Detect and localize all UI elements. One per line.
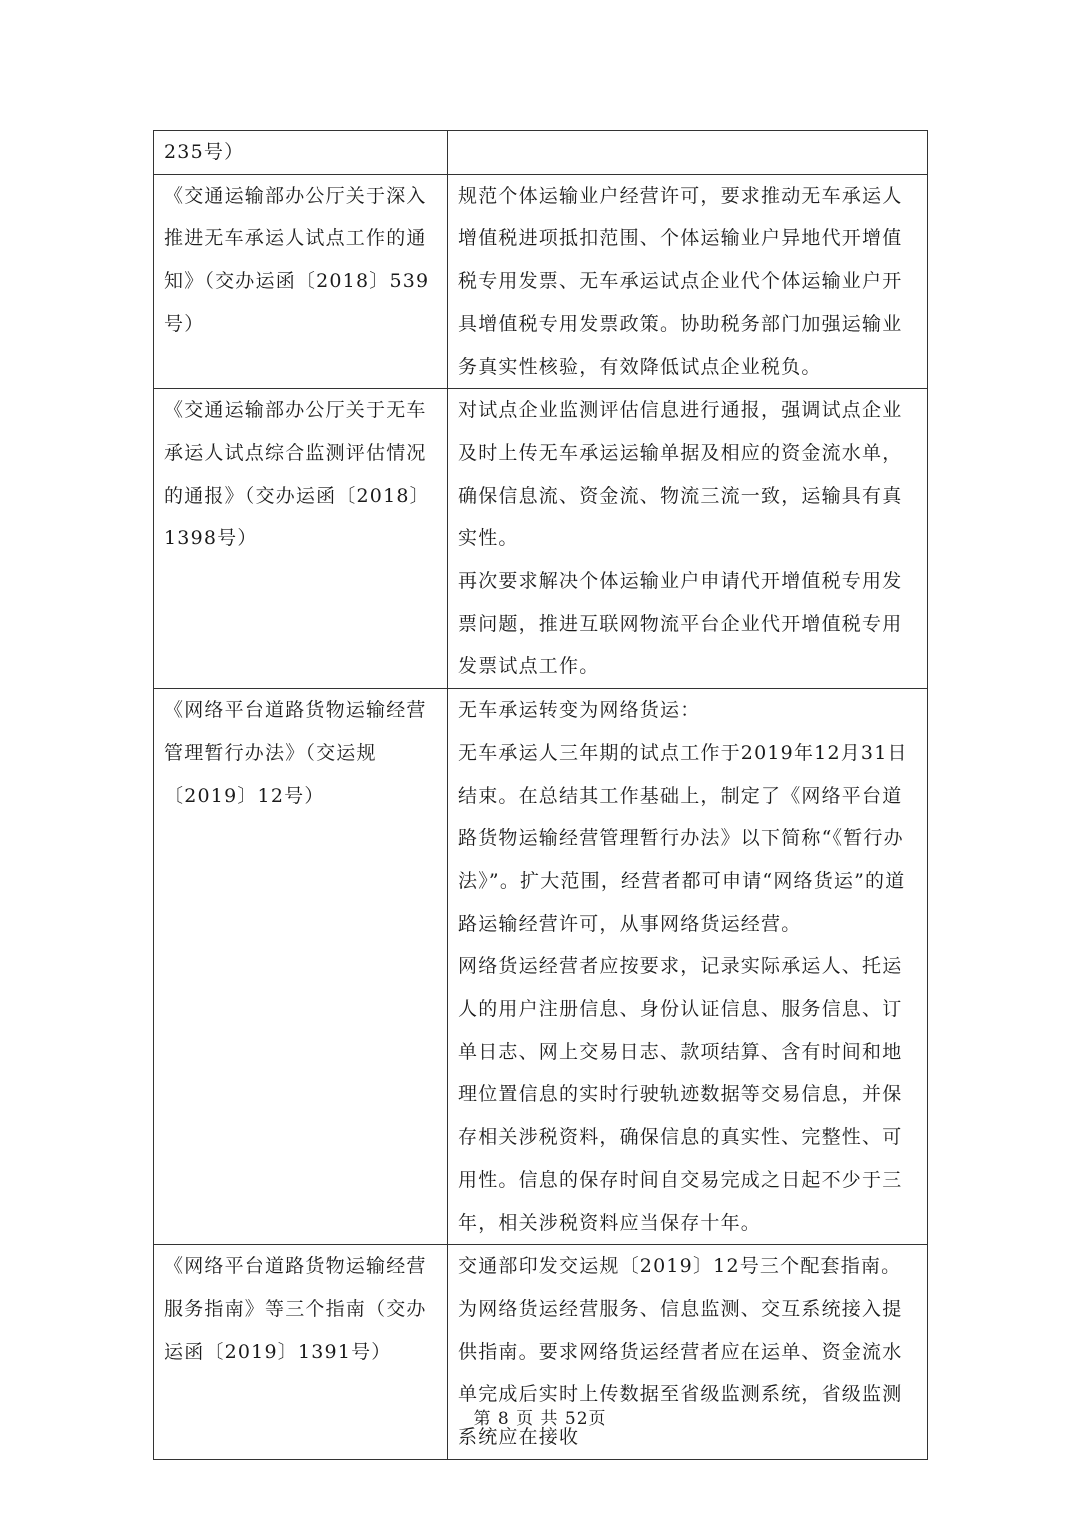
table-row: [154, 174, 928, 389]
document-title: 《网络平台道路货物运输经营服务指南》等三个指南（交办运函〔2019〕1391号）: [164, 1255, 427, 1363]
document-title-cell: [154, 131, 448, 175]
description-paragraph: 再次要求解决个体运输业户申请代开增值税专用发票问题，推进互联网物流平台企业代开增值税专用发票试点工作。: [458, 570, 903, 678]
document-title-cell: [154, 389, 448, 689]
policy-table: [153, 130, 928, 1460]
description-paragraph: 网络货运经营者应按要求，记录实际承运人、托运人的用户注册信息、身份认证信息、服务信息、订单日志、网上交易日志、款项结算、含有时间和地理位置信息的实时行驶轨迹数据等交易信息，并保存相关涉税资料，确保信息的真实性、完整性、可用性。信息的保存时间自交易完成之日起不少于三年，相关涉税资料应当保存十年。: [458, 955, 903, 1234]
table-row: [154, 689, 928, 1245]
document-title-cell: [154, 689, 448, 1245]
description-paragraph: 对试点企业监测评估信息进行通报，强调试点企业及时上传无车承运运输单据及相应的资金流水单，确保信息流、资金流、物流三流一致，运输具有真实性。: [458, 399, 903, 550]
page-number-footer: 第 8 页 共 52页: [473, 1409, 607, 1429]
description-cell: [448, 689, 928, 1245]
description-paragraph: 规范个体运输业户经营许可，要求推动无车承运人增值税进项抵扣范围、个体运输业户异地代开增值税专用发票、无车承运试点企业代个体运输业户开具增值税专用发票政策。协助税务部门加强运输业务真实性核验，有效降低试点企业税负。: [458, 184, 903, 378]
document-title: 《交通运输部办公厅关于无车承运人试点综合监测评估情况的通报》（交办运函〔2018〕1398号）: [164, 399, 430, 550]
description-cell: [448, 131, 928, 175]
description-paragraph: 无车承运转变为网络货运：: [458, 699, 701, 722]
description-paragraph: 交通部印发交运规〔2019〕12号三个配套指南。为网络货运经营服务、信息监测、交互系统接入提供指南。要求网络货运经营者应在运单、资金流水单完成后实时上传数据至省级监测系统，省级监测系统应在接收: [458, 1255, 903, 1449]
description-paragraph: 无车承运人三年期的试点工作于2019年12月31日结束。在总结其工作基础上，制定了《网络平台道路货物运输经营管理暂行办法》以下简称“《暂行办法》”。扩大范围，经营者都可申请“网络货运”的道路运输经营许可，从事网络货运经营。: [458, 741, 908, 935]
document-title: 235号）: [164, 141, 245, 163]
description-cell: [448, 174, 928, 389]
table-row: [154, 389, 928, 689]
description-cell: [448, 389, 928, 689]
document-title: 《交通运输部办公厅关于深入推进无车承运人试点工作的通知》（交办运函〔2018〕539号）: [164, 184, 430, 335]
table-row: [154, 131, 928, 175]
document-title-cell: [154, 174, 448, 389]
document-title: 《网络平台道路货物运输经营管理暂行办法》（交运规〔2019〕12号）: [164, 699, 427, 807]
